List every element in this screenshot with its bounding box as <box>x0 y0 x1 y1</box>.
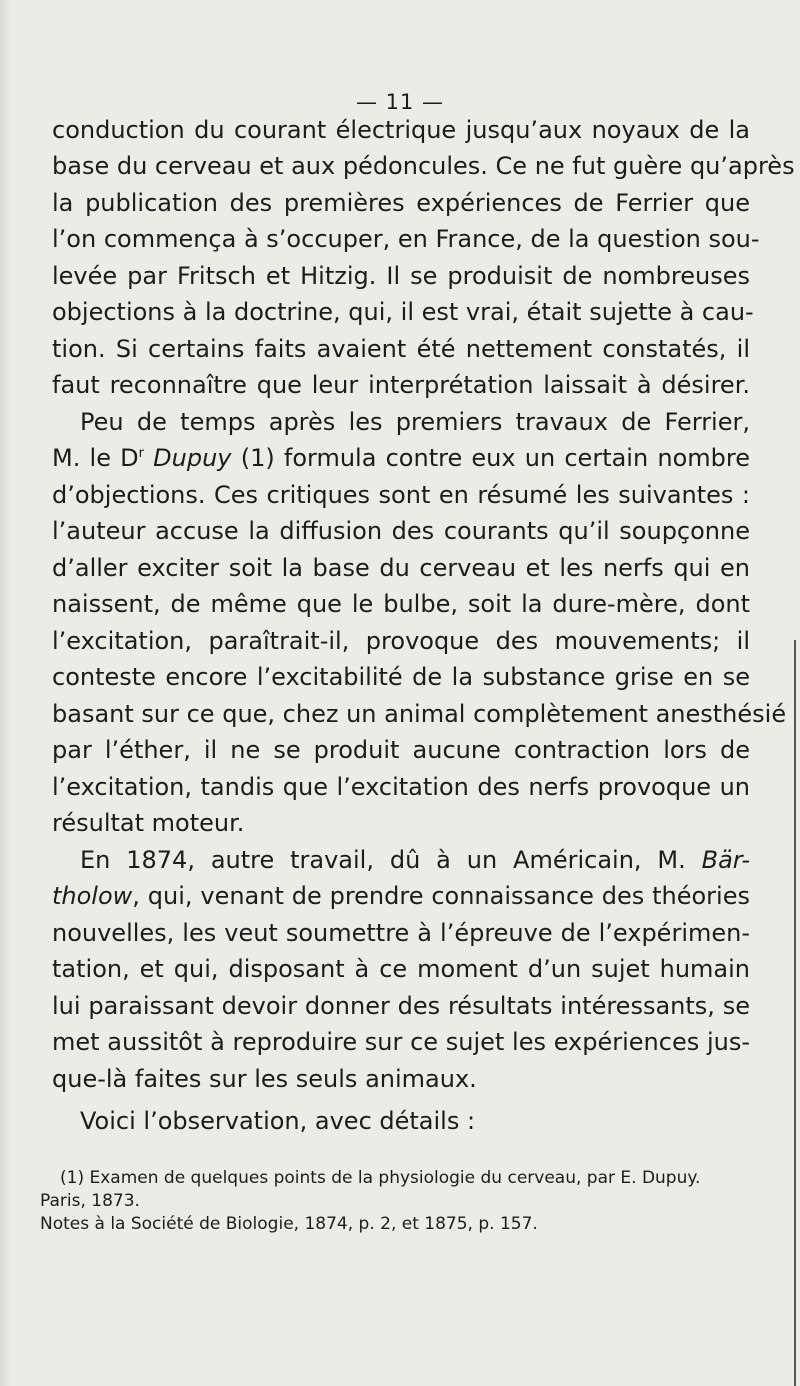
text-line <box>80 848 750 872</box>
text-line: Voici l’observation, avec détails : <box>80 1107 476 1135</box>
text-line: l’on commença à s’occuper, en France, de la question sou- <box>52 225 760 253</box>
text-line: levée par Fritsch et Hitzig. Il se produisit de nombreuses <box>52 262 750 290</box>
text-line: que-là faites sur les seuls animaux. <box>52 1065 477 1093</box>
text-line: tion. Si certains faits avaient été nettement constatés, il <box>52 335 750 363</box>
text-line <box>52 884 750 908</box>
text-run: , qui, venant de prendre connaissance des théories <box>132 882 750 910</box>
text-run: En 1874, autre travail, dû à un Américain, M. <box>80 846 702 874</box>
text-line: base du cerveau et aux pédoncules. Ce ne fut guère qu’après <box>52 152 795 180</box>
text-line: basant sur ce que, chez un animal complètement anesthésié <box>52 700 787 728</box>
text-line: lui paraissant devoir donner des résultats intéressants, se <box>52 992 750 1020</box>
text-line: par l’éther, il ne se produit aucune contraction lors de <box>52 736 750 764</box>
text-line: l’excitation, paraîtrait-il, provoque des mouvements; il <box>52 627 750 655</box>
text-run: M. le D <box>52 444 139 472</box>
text-line: résultat moteur. <box>52 809 245 837</box>
author-name: tholow <box>52 882 133 910</box>
page-number: — 11 — <box>355 90 445 114</box>
text-line: la publication des premières expériences de Ferrier que <box>52 189 750 217</box>
text-line: l’auteur accuse la diffusion des courants qu’il soupçonne <box>52 517 750 545</box>
text-line: l’excitation, tandis que l’excitation des nerfs provoque un <box>52 773 750 801</box>
footnote: (1) Examen de quelques points de la physiologie du cerveau, par E. Dupuy. <box>60 1168 701 1188</box>
superscript: r <box>138 446 144 461</box>
text-line: nouvelles, les veut soumettre à l’épreuve de l’expérimen- <box>52 919 750 947</box>
footnote: Paris, 1873. <box>40 1191 140 1211</box>
page-edge-line <box>794 640 796 1386</box>
text-run: (1) formula contre eux un certain nombre <box>231 444 750 472</box>
text-line: tation, et qui, disposant à ce moment d’un sujet humain <box>52 955 750 983</box>
text-line: d’aller exciter soit la base du cerveau et les nerfs qui en <box>52 554 750 582</box>
text-line: conteste encore l’excitabilité de la substance grise en se <box>52 663 750 691</box>
text-line: naissent, de même que le bulbe, soit la dure-mère, dont <box>52 590 750 618</box>
text-line: d’objections. Ces critiques sont en résumé les suivantes : <box>52 481 750 509</box>
text-line: Peu de temps après les premiers travaux de Ferrier, <box>80 408 750 436</box>
text-line: faut reconnaître que leur interprétation laissait à désirer. <box>52 371 750 399</box>
text-line: objections à la doctrine, qui, il est vrai, était sujette à cau- <box>52 298 754 326</box>
author-name: Dupuy <box>153 444 232 472</box>
text-line: met aussitôt à reproduire sur ce sujet les expériences jus- <box>52 1028 750 1056</box>
text-line: conduction du courant électrique jusqu’aux noyaux de la <box>52 116 750 144</box>
text-line <box>52 446 750 470</box>
page-edge-shadow <box>0 0 10 1386</box>
footnote: Notes à la Société de Biologie, 1874, p. 2, et 1875, p. 157. <box>40 1214 538 1234</box>
author-name: Bär- <box>701 846 750 874</box>
